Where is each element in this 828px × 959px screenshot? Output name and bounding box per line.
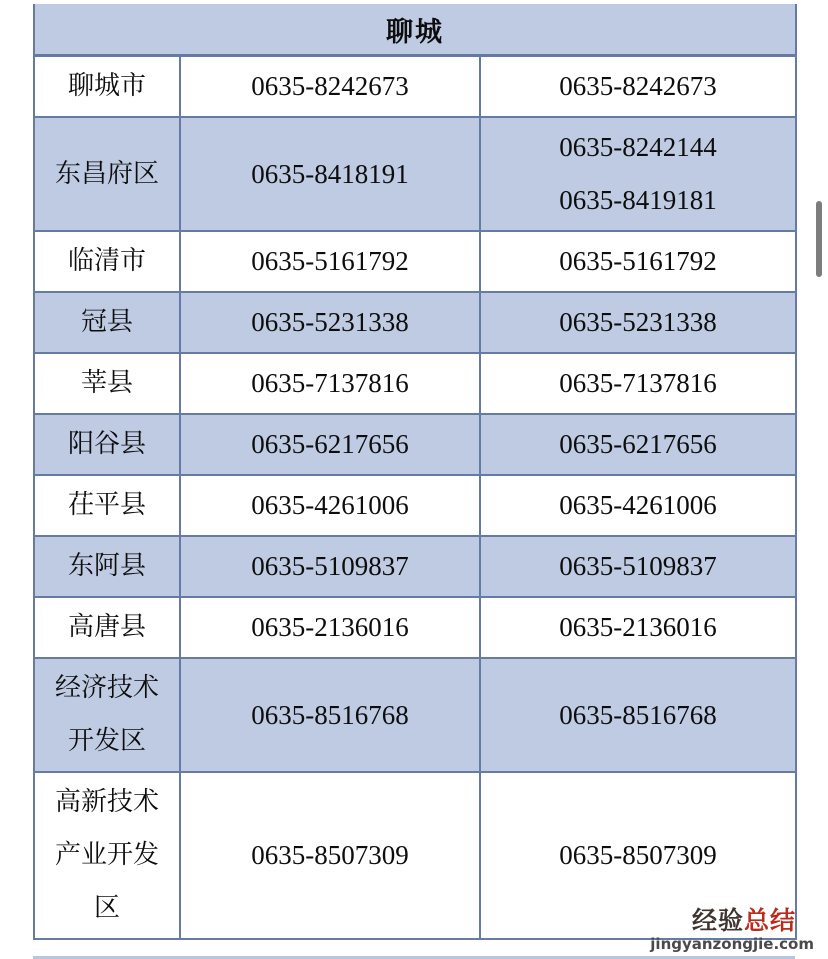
phone2-cell [480, 56, 796, 118]
watermark [650, 908, 814, 952]
phone1-cell: 0635-8418191 [180, 117, 480, 231]
table-header-row [34, 4, 796, 56]
table-row [34, 353, 796, 414]
table-row [34, 597, 796, 658]
watermark-brand-red: 总结 [743, 906, 796, 935]
watermark-brand [650, 908, 814, 933]
phone2-cell [480, 597, 796, 658]
region-cell: 东阿县 [34, 536, 180, 597]
phone1-cell: 0635-6217656 [180, 414, 480, 475]
scrollbar-thumb[interactable] [816, 201, 822, 277]
phone2-line: 0635-4261006 [559, 490, 717, 520]
phone-directory-table [33, 4, 797, 940]
table-title: 聊城 [34, 4, 796, 56]
phone2-line: 0635-6217656 [559, 429, 717, 459]
watermark-url: jingyanzongjie.com [650, 935, 814, 953]
table-row [34, 292, 796, 353]
watermark-brand-dark: 经验 [691, 906, 744, 935]
region-cell: 高唐县 [34, 597, 180, 658]
phone2-cell [480, 292, 796, 353]
table-row [34, 658, 796, 772]
region-cell: 临清市 [34, 231, 180, 292]
phone2-cell [480, 231, 796, 292]
region-cell: 聊城市 [34, 56, 180, 118]
phone2-line: 0635-8516768 [559, 699, 717, 730]
phone2-cell [480, 536, 796, 597]
phone2-cell [480, 353, 796, 414]
region-cell: 经济技术开发区 [34, 658, 180, 772]
phone2-line: 0635-8242144 [559, 132, 717, 162]
phone2-cell [480, 117, 796, 231]
phone1-cell: 0635-8507309 [180, 772, 480, 939]
phone2-line: 0635-7137816 [559, 368, 717, 398]
region-cell: 阳谷县 [34, 414, 180, 475]
phone2-line: 0635-2136016 [559, 612, 717, 642]
phone2-line: 0635-5109837 [559, 551, 717, 581]
phone2-cell [480, 475, 796, 536]
phone2-line: 0635-8242673 [559, 71, 717, 101]
table-row [34, 117, 796, 231]
phone1-cell: 0635-4261006 [180, 475, 480, 536]
phone2-line: 0635-8419181 [559, 185, 717, 215]
phone1-cell: 0635-8242673 [180, 56, 480, 118]
table-row [34, 414, 796, 475]
phone1-cell: 0635-5231338 [180, 292, 480, 353]
phone2-line: 0635-5161792 [559, 246, 717, 276]
region-cell: 莘县 [34, 353, 180, 414]
table-body [34, 56, 796, 940]
phone2-cell [480, 658, 796, 772]
table-row [34, 231, 796, 292]
region-cell: 高新技术产业开发区 [34, 772, 180, 939]
region-cell: 冠县 [34, 292, 180, 353]
phone1-cell: 0635-8516768 [180, 658, 480, 772]
table-row [34, 536, 796, 597]
phone1-cell: 0635-7137816 [180, 353, 480, 414]
phone2-cell [480, 414, 796, 475]
region-cell: 茌平县 [34, 475, 180, 536]
phone1-cell: 0635-2136016 [180, 597, 480, 658]
phone2-line: 0635-8507309 [559, 840, 717, 870]
table-row [34, 56, 796, 118]
phone1-cell: 0635-5161792 [180, 231, 480, 292]
phone1-cell: 0635-5109837 [180, 536, 480, 597]
region-cell: 东昌府区 [34, 117, 180, 231]
phone2-line: 0635-5231338 [559, 307, 717, 337]
table-row [34, 475, 796, 536]
